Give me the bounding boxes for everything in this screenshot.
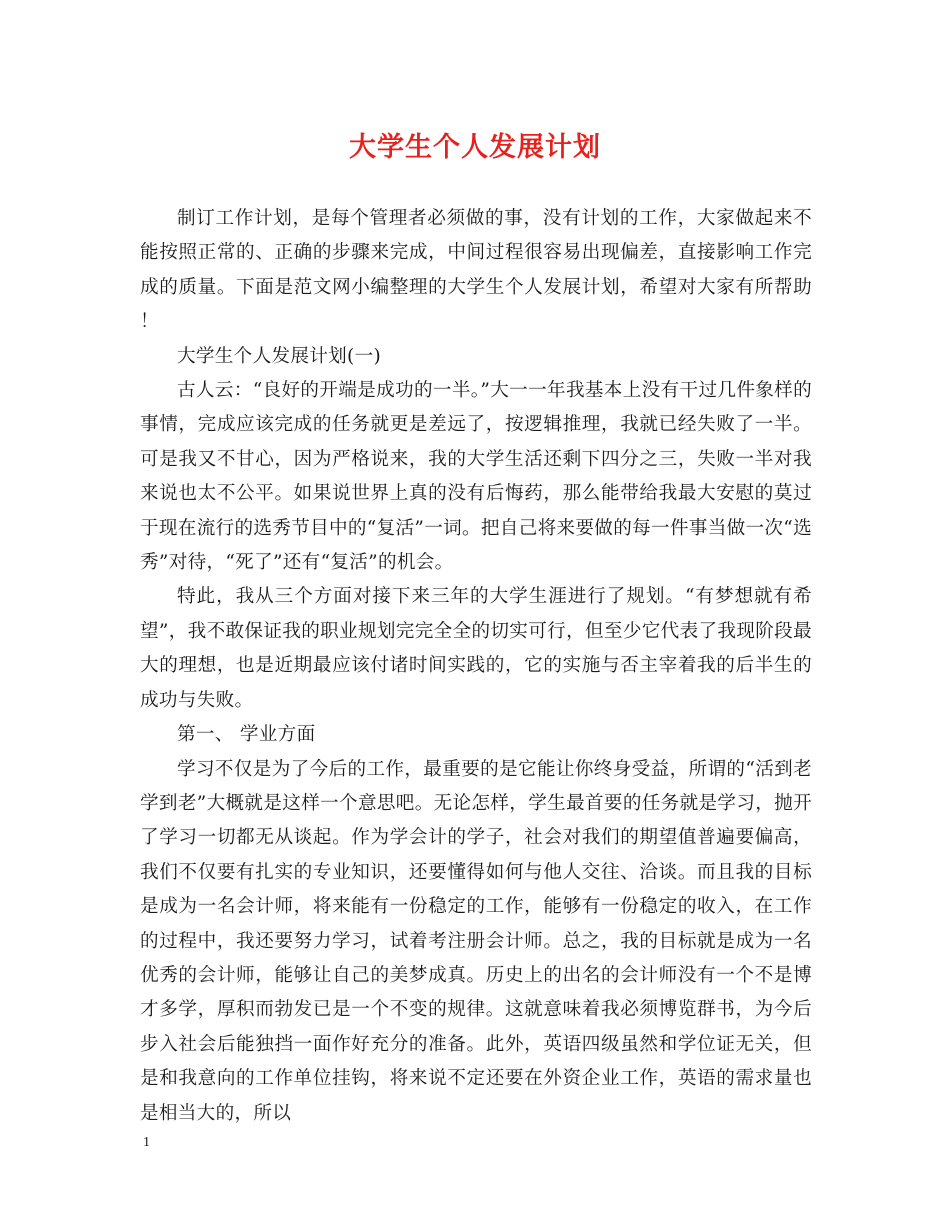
- page-number: 1: [143, 1135, 150, 1150]
- document-title: 大学生个人发展计划: [349, 132, 601, 163]
- paragraph-ancient-saying: 古人云：“良好的开端是成功的一半。”大一一年我基本上没有干过几件象样的事情，完成应该完成的任务就更是差远了，按逻辑推理，我就已经失败了一半。可是我又不甘心，因为严格说来，我的大学生活还剩下四分之三，失败一半对我来说也太不公平。如果说世界上真的没有后悔药，那么能带给我最大安慰的莫过于现在流行的选秀节目中的“复活”一词。把自己将来要做的每一件事当做一次“选秀”对待，“死了”还有“复活”的机会。: [140, 380, 812, 574]
- document-body: [140, 202, 812, 1131]
- paragraph-three-aspects: 特此，我从三个方面对接下来三年的大学生涯进行了规划。“有梦想就有希望”，我不敢保证我的职业规划完完全全的切实可行，但至少它代表了我现阶段最大的理想，也是近期最应该付诸时间实践的，它的实施与否主宰着我的后半生的成功与失败。: [140, 586, 812, 711]
- section-heading-plan-one: 大学生个人发展计划(一): [177, 345, 382, 367]
- paragraph-intro: 制订工作计划，是每个管理者必须做的事，没有计划的工作，大家做起来不能按照正常的、正确的步骤来完成，中间过程很容易出现偏差，直接影响工作完成的质量。下面是范文网小编整理的大学生个人发展计划，希望对大家有所帮助 ！: [140, 208, 812, 333]
- section-heading-academics: 第一、 学业方面: [177, 724, 316, 746]
- paragraph-academics: 学习不仅是为了今后的工作，最重要的是它能让你终身受益，所谓的“活到老学到老”大概就是这样一个意思吧。无论怎样，学生最首要的任务就是学习，抛开了学习一切都无从谈起。作为学会计的学子，社会对我们的期望值普遍要偏高，我们不仅要有扎实的专业知识，还要懂得如何与他人交往、洽谈。而且我的目标是成为一名会计师，将来能有一份稳定的工作，能够有一份稳定的收入，在工作的过程中，我还要努力学习，试着考注册会计师。总之，我的目标就是成为一名优秀的会计师，能够让自己的美梦成真。历史上的出名的会计师没有一个不是博才多学，厚积而勃发已是一个不变的规律。这就意味着我必须博览群书，为今后步入社会后能独挡一面作好充分的准备。此外，英语四级虽然和学位证无关，但是和我意向的工作单位挂钩，将来说不定还要在外资企业工作，英语的需求量也是相当大的，所以: [140, 758, 812, 1124]
